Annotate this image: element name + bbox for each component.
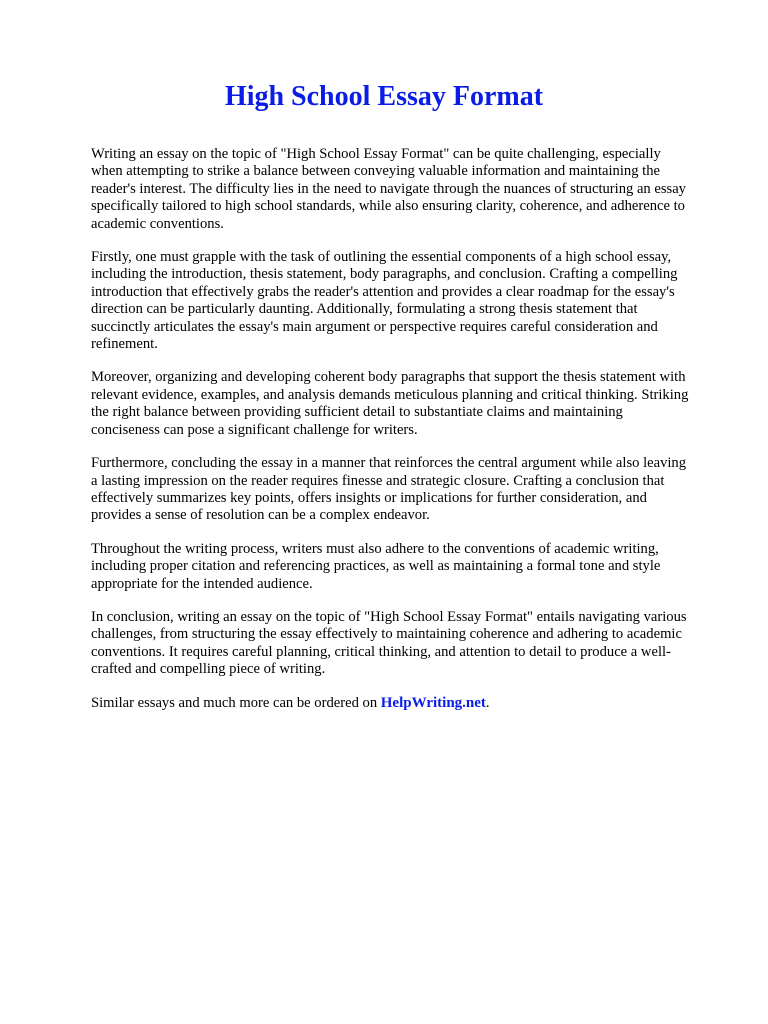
paragraph-2: Firstly, one must grapple with the task of outlining the essential components of a high school essay, including the introduction, thesis statement, body paragraphs, and conclusion. Crafting a compelling introduction that effectively grabs the reader's attention and provides a clear roadmap for the essay's direction can be particularly daunting. Additionally, formulating a strong thesis statement that succinctly articulates the essay's main argument or perspective requires careful consideration and refinement. (91, 249, 678, 353)
footer-line (91, 695, 691, 712)
document-body (91, 146, 691, 728)
paragraph-1: Writing an essay on the topic of "High School Essay Format" can be quite challenging, especially when attempting to strike a balance between conveying valuable information and maintaining the reader's interest. The difficulty lies in the need to navigate through the nuances of structuring an essay specifically tailored to high school standards, while also ensuring clarity, coherence, and adherence to academic conventions. (91, 146, 686, 232)
page-title: High School Essay Format (224, 81, 544, 112)
footer-prefix: Similar essays and much more can be ordered on (91, 694, 381, 711)
footer-suffix: . (485, 694, 490, 711)
paragraph-4: Furthermore, concluding the essay in a manner that reinforces the central argument while also leaving a lasting impression on the reader requires finesse and strategic closure. Crafting a conclusion that effectively summarizes key points, offers insights or implications for further consideration, and provides a sense of resolution can be a complex endeavor. (91, 455, 687, 524)
helpwriting-link[interactable]: HelpWriting.net (380, 694, 486, 711)
paragraph-6: In conclusion, writing an essay on the topic of "High School Essay Format" entails navigating various challenges, from structuring the essay effectively to maintaining coherence and adhering to academic conventions. It requires careful planning, critical thinking, and attention to detail to produce a well-crafted and compelling piece of writing. (91, 608, 687, 678)
paragraph-5: Throughout the writing process, writers must also adhere to the conventions of academic writing, including proper citation and referencing practices, as well as maintaining a formal tone and style appropriate for the intended audience. (91, 540, 661, 592)
paragraph-3: Moreover, organizing and developing coherent body paragraphs that support the thesis statement with relevant evidence, examples, and analysis demands meticulous planning and critical thinking. Striking the right balance between providing sufficient detail to substantiate claims and maintaining conciseness can pose a significant challenge for writers. (91, 369, 689, 438)
